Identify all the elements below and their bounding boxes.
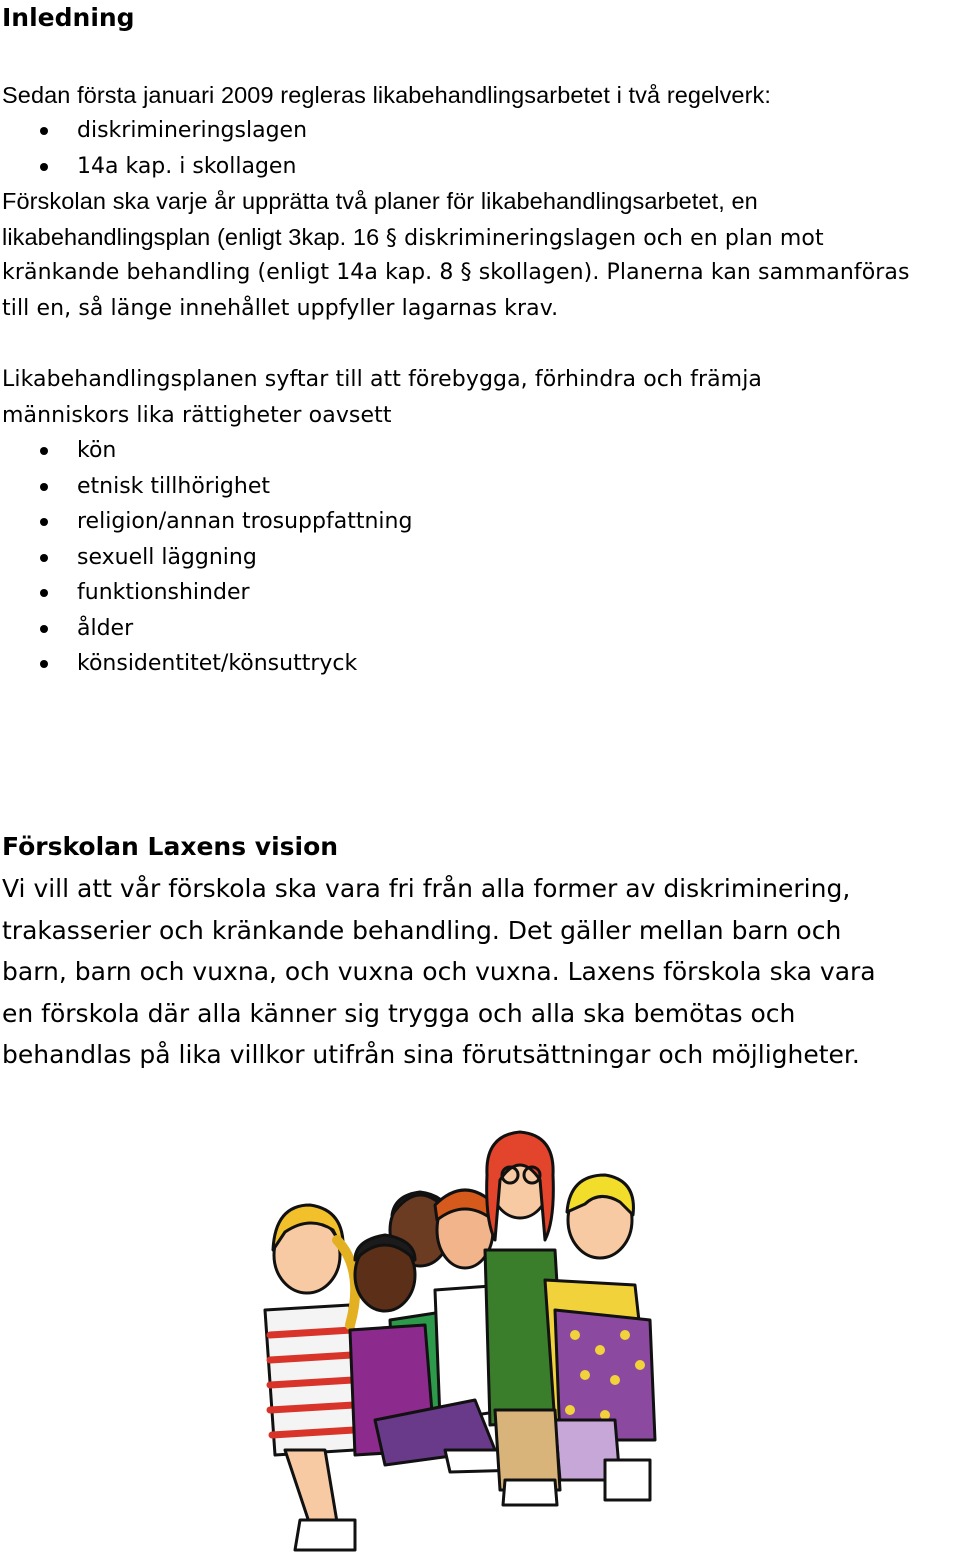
intro-paragraph-line: likabehandlingsplan (enligt 3kap. 16 § diskrimineringslagen och en plan mot: [2, 224, 824, 251]
vision-line: Vi vill att vår förskola ska vara fri från alla former av diskriminering,: [2, 874, 851, 903]
list-item: religion/annan trosuppfattning: [0, 504, 412, 540]
page-title: Inledning: [2, 3, 135, 32]
vision-line: barn, barn och vuxna, och vuxna och vuxna. Laxens förskola ska vara: [2, 957, 876, 986]
list-item: könsidentitet/könsuttryck: [0, 646, 412, 682]
intro-paragraph-line: kränkande behandling (enligt 14a kap. 8 § skollagen). Planerna kan sammanföras: [2, 260, 910, 285]
list-item: 14a kap. i skollagen: [0, 149, 307, 185]
intro-lead: Sedan första januari 2009 regleras likabehandlingsarbetet i två regelverk:: [2, 82, 772, 108]
grounds-list: [0, 433, 412, 682]
purpose-paragraph-line: Likabehandlingsplanen syftar till att förebygga, förhindra och främja: [2, 367, 762, 392]
law-list: [0, 113, 307, 184]
group-of-children-illustration: [255, 1120, 675, 1555]
vision-paragraph: [2, 868, 960, 1076]
list-item: sexuell läggning: [0, 540, 412, 576]
list-item: kön: [0, 433, 412, 469]
vision-line: trakasserier och kränkande behandling. Det gäller mellan barn och: [2, 915, 842, 945]
intro-paragraph-line: Förskolan ska varje år upprätta två planer för likabehandlingsarbetet, en: [2, 188, 758, 214]
vision-line: behandlas på lika villkor utifrån sina förutsättningar och möjligheter.: [2, 1040, 860, 1069]
vision-heading: Förskolan Laxens vision: [2, 832, 339, 861]
vision-line: en förskola där alla känner sig trygga och alla ska bemötas och: [2, 998, 796, 1028]
list-item: funktionshinder: [0, 575, 412, 611]
list-item: ålder: [0, 611, 412, 647]
list-item: etnisk tillhörighet: [0, 469, 412, 505]
intro-paragraph-line: till en, så länge innehållet uppfyller lagarnas krav.: [2, 296, 559, 321]
list-item: diskrimineringslagen: [0, 113, 307, 149]
purpose-paragraph-line: människors lika rättigheter oavsett: [2, 403, 392, 428]
